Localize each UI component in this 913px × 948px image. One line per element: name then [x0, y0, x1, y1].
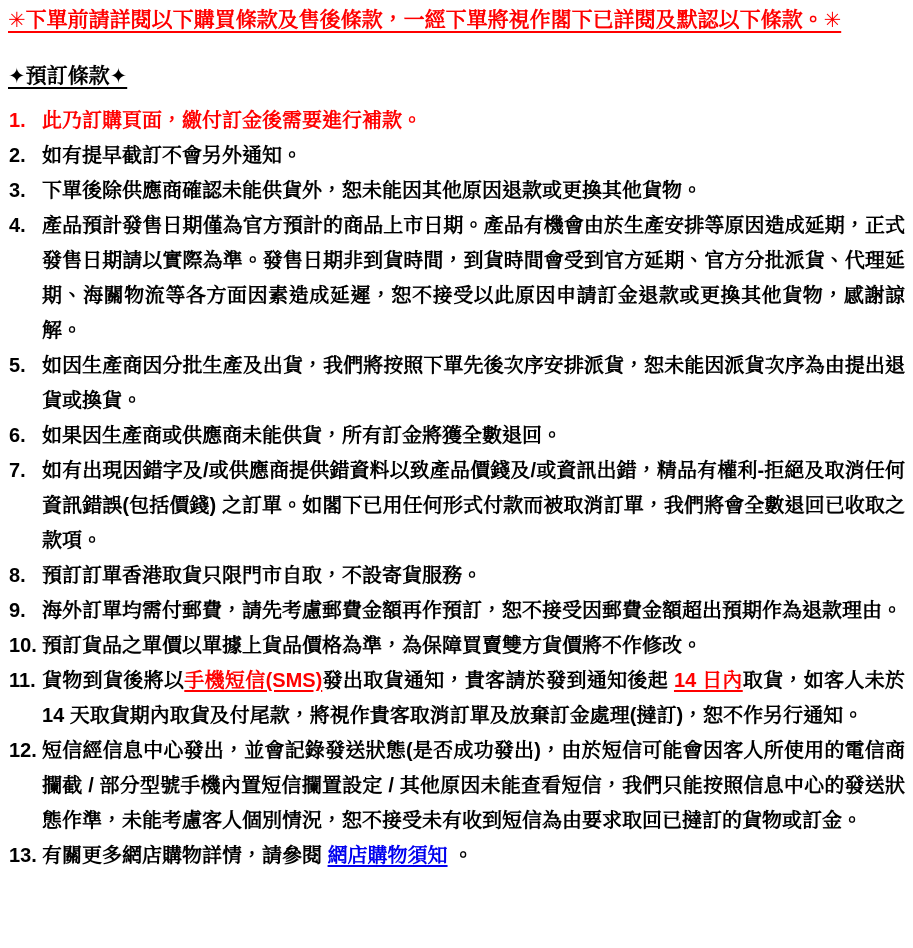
pre-order-warning-banner: ✳下單前請詳閱以下購買條款及售後條款，一經下單將視作閣下已詳閱及默認以下條款。✳: [8, 9, 842, 32]
term-text-segment: 發出取貨通知，貴客請於發到通知後起: [322, 670, 674, 692]
term-number: 7.: [9, 460, 26, 482]
term-number: 8.: [9, 565, 26, 587]
term-item-7: [8, 454, 905, 559]
term-text-segment: 14 日內: [673, 670, 743, 692]
term-item-12: [8, 734, 905, 839]
online-store-shopping-notice-link[interactable]: 網店購物須知: [327, 845, 448, 867]
term-number: 13.: [9, 845, 37, 867]
term-text-segment: 手機短信(SMS): [184, 670, 323, 692]
term-text-segment: 如有提早截訂不會另外通知。: [42, 145, 302, 167]
term-number: 2.: [9, 145, 26, 167]
term-item-1: [8, 104, 905, 139]
term-item-5: [8, 349, 905, 419]
term-text-segment: 短信經信息中心發出，並會記錄發送狀態(是否成功發出)，由於短信可能會因客人所使用的電信商攔截 / 部分型號手機內置短信攔置設定 / 其他原因未能查看短信，我們只能按照信息中心的發送狀態作準，未能考慮客人個別情況，恕不接受未有收到短信為由要求取回已撻訂的貨物或訂金。: [42, 740, 905, 832]
term-item-3: [8, 174, 905, 209]
term-number: 11.: [9, 670, 36, 692]
term-item-8: [8, 559, 905, 594]
term-number: 12.: [9, 740, 37, 762]
term-text-segment: 取貨，如客人未於 14 天取貨期內取貨及付尾款，將視作貴客取消訂單及放棄訂金處理(撻訂)，恕不作另行通知。: [42, 670, 906, 727]
term-text-segment: 如果因生產商或供應商未能供貨，所有訂金將獲全數退回。: [42, 425, 562, 447]
term-text-segment: 有關更多網店購物詳情，請參閱: [42, 845, 328, 867]
term-text-segment: 預訂貨品之單價以單據上貨品價格為準，為保障買賣雙方貨價將不作修改。: [42, 635, 702, 657]
term-text-segment: 預訂訂單香港取貨只限門市自取，不設寄貨服務。: [42, 565, 482, 587]
term-number: 5.: [9, 355, 26, 377]
term-item-4: [8, 209, 905, 349]
section-title-preorder-terms: ✦預訂條款✦: [8, 65, 128, 88]
term-text-segment: 如有出現因錯字及/或供應商提供錯資料以致產品價錢及/或資訊出錯，精品有權利-拒絕及取消任何資訊錯誤(包括價錢) 之訂單。如閣下已用任何形式付款而被取消訂單，我們將會全數退回已收取之款項。: [42, 460, 905, 552]
term-text-segment: 如因生產商因分批生產及出貨，我們將按照下單先後次序安排派貨，恕未能因派貨次序為由提出退貨或換貨。: [42, 355, 905, 412]
term-number: 1.: [9, 110, 26, 132]
term-item-13: [8, 839, 905, 874]
term-item-10: [8, 629, 905, 664]
term-number: 6.: [9, 425, 26, 447]
terms-list: [8, 104, 905, 874]
term-number: 9.: [9, 600, 26, 622]
term-number: 10.: [9, 635, 37, 657]
term-text-segment: 貨物到貨後將以: [42, 670, 185, 692]
term-text-segment: 產品預計發售日期僅為官方預計的商品上市日期。產品有機會由於生產安排等原因造成延期，正式發售日期請以實際為準。發售日期非到貨時間，到貨時間會受到官方延期、官方分批派貨、代理延期、海關物流等各方面因素造成延遲，恕不接受以此原因申請訂金退款或更換其他貨物，感謝諒解。: [42, 215, 905, 342]
term-item-11: [8, 664, 905, 734]
term-item-6: [8, 419, 905, 454]
term-text-segment: 下單後除供應商確認未能供貨外，恕未能因其他原因退款或更換其他貨物。: [42, 180, 702, 202]
term-number: 3.: [9, 180, 26, 202]
term-item-9: [8, 594, 905, 629]
term-number: 4.: [9, 215, 26, 237]
term-text-segment: 此乃訂購頁面，繳付訂金後需要進行補款。: [42, 110, 422, 132]
term-item-2: [8, 139, 905, 174]
term-text-segment: 海外訂單均需付郵費，請先考慮郵費金額再作預訂，恕不接受因郵費金額超出預期作為退款理由。: [42, 600, 902, 622]
term-text-segment: 。: [447, 845, 474, 867]
